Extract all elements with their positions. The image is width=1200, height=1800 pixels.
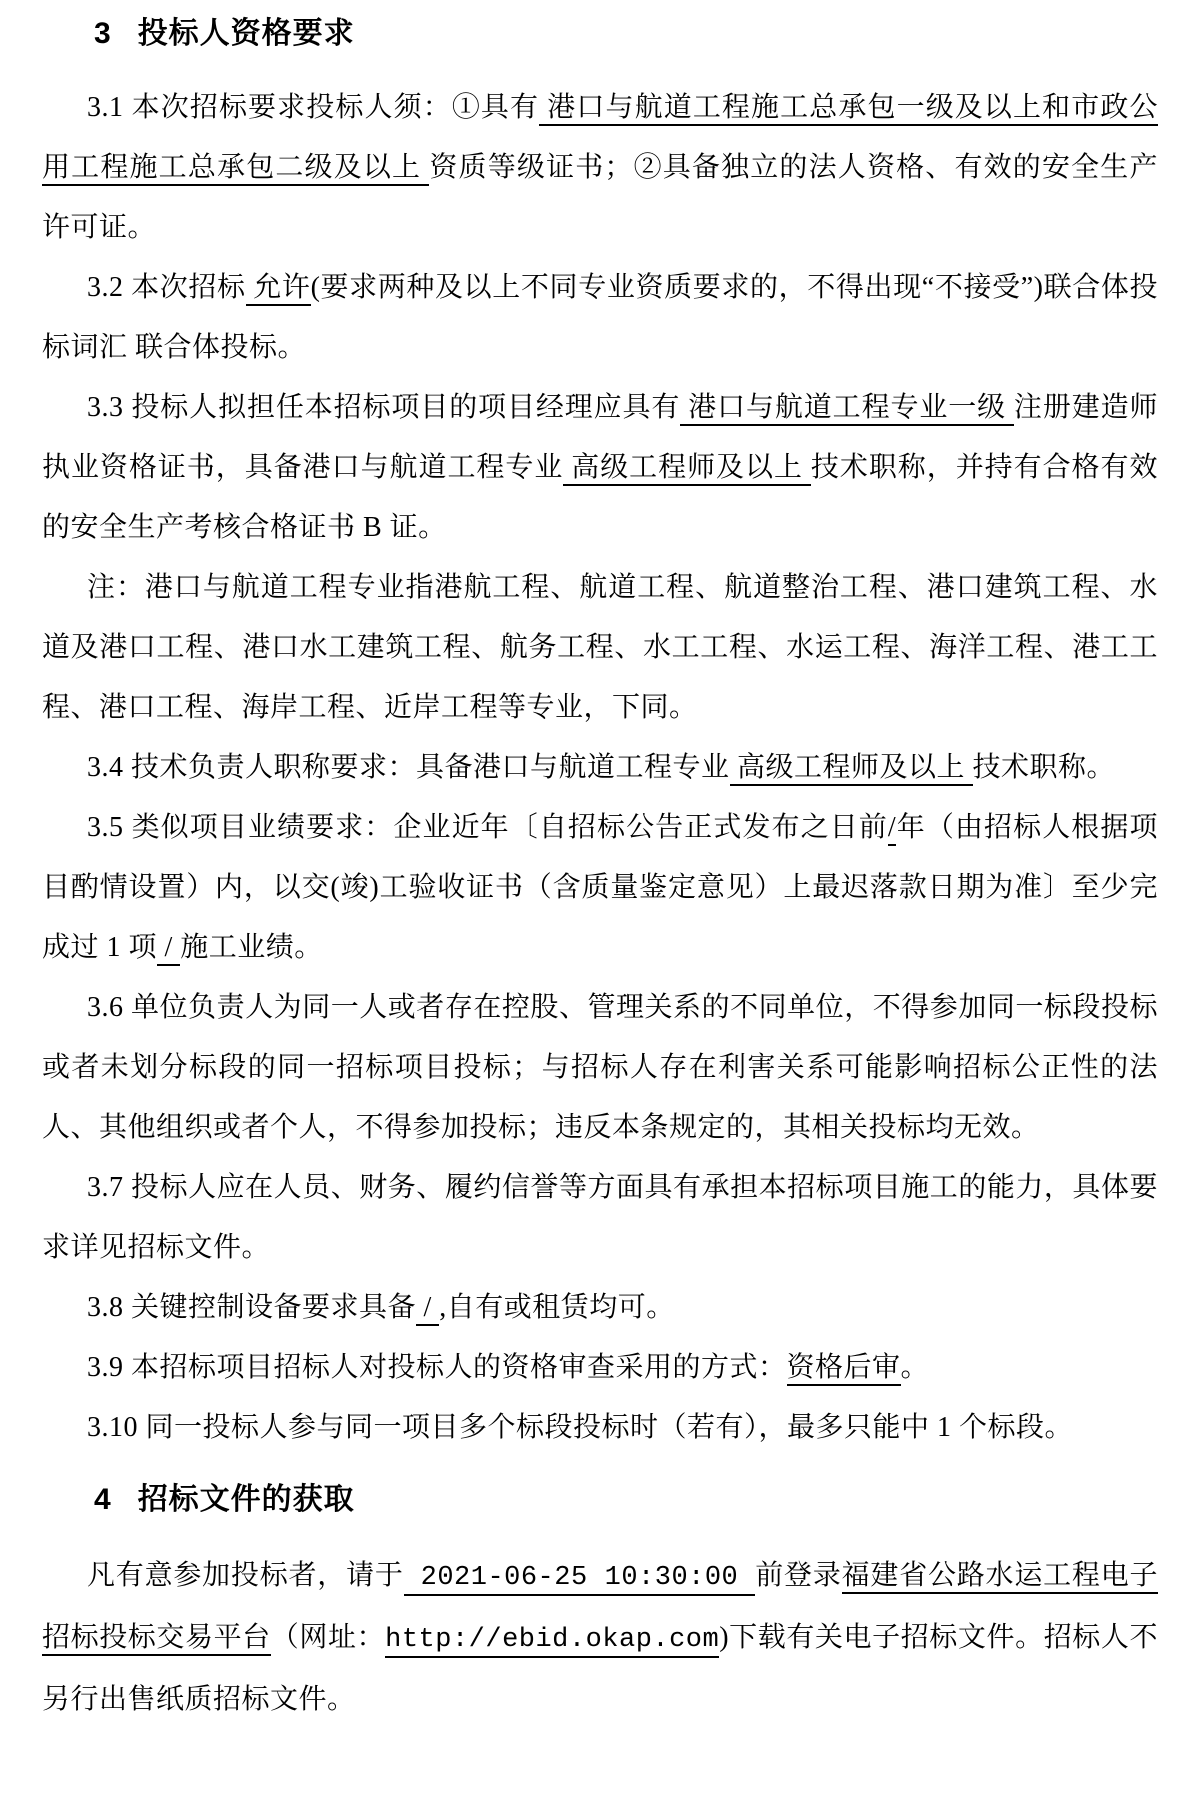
paragraph-3-6 [42,978,1158,1158]
section-3-title: 投标人资格要求 [137,17,355,50]
text-run: 3.4 技术负责人职称要求：具备港口与航道工程专业 [87,752,730,783]
section-4-number: 4 [94,1483,112,1516]
text-run: 3.1 本次招标要求投标人须：①具有 [87,92,540,123]
text-run: 技术职称，并持有合格有效的安全生产考核合格证书 B 证。 [42,452,1158,543]
text-run: 注：港口与航道工程专业指港航工程、航道工程、航道整治工程、港口建筑工程、水道及港口工程、港口水工建筑工程、航务工程、水工工程、水运工程、海洋工程、港工工程、港口工程、海岸工程、近岸工程等专业，下同。 [42,572,1158,723]
filled-blank-deadline: 2021-06-25 10:30:00 [404,1563,756,1596]
text-run: 前登录 [755,1560,842,1591]
paragraph-3-5 [42,798,1158,978]
filled-blank-manager-cert: 港口与航道工程专业一级 [680,392,1014,426]
text-run: 资质等级证书；②具备独立的法人资格、有效的安全生产许可证。 [42,152,1158,243]
filled-blank-qualification: 港口与航道工程施工总承包一级及以上和市政公用工程施工总承包二级及以上 [42,92,1158,186]
text-run: 3.8 关键控制设备要求具备 [87,1292,417,1323]
paragraph-3-1 [42,78,1158,258]
filled-blank-review-method: 资格后审 [787,1352,901,1386]
filled-blank-allow: 允许 [246,272,311,306]
text-run: 施工业绩。 [180,932,323,963]
text-run: 3.9 本招标项目招标人对投标人的资格审查采用的方式： [87,1352,787,1383]
section-3-heading [94,14,1158,54]
paragraph-3-8 [42,1278,1158,1338]
text-run: 。 [900,1352,930,1383]
text-run: 3.3 投标人拟担任本招标项目的项目经理应具有 [87,392,681,423]
filled-blank-years: / [888,812,896,846]
text-run: ,自有或租赁均可。 [439,1292,675,1323]
section-4-heading [94,1480,1158,1520]
text-run: 凡有意参加投标者，请于 [87,1560,404,1591]
paragraph-3-10 [42,1398,1158,1458]
section-3-number: 3 [94,17,112,50]
filled-blank-performance: / [157,932,180,966]
text-run: 注册建造师执业资格证书，具备港口与航道工程专业 [42,392,1158,483]
section-4-title: 招标文件的获取 [137,1483,355,1516]
text-run: 3.6 单位负责人为同一人或者存在控股、管理关系的不同单位，不得参加同一标段投标或者未划分标段的同一招标项目投标；与招标人存在利害关系可能影响招标公正性的法人、其他组织或者个人，不得参加投标；违反本条规定的，其相关投标均无效。 [42,992,1158,1143]
paragraph-3-4 [42,738,1158,798]
text-run: )下载有关电子招标文件。招标人不另行出售纸质招标文件。 [42,1622,1158,1715]
paragraph-3-7 [42,1158,1158,1278]
text-run: 技术职称。 [972,752,1116,783]
text-run: (要求两种及以上不同专业资质要求的，不得出现“不接受”)联合体投标词汇 联合体投标。 [42,272,1158,363]
paragraph-3-9 [42,1338,1158,1398]
platform-url-link[interactable]: http://ebid.okap.com [385,1625,719,1658]
filled-blank-platform-name: 福建省公路水运工程电子招标投标交易平台 [42,1560,1158,1656]
paragraph-3-2 [42,258,1158,378]
text-run: 3.7 投标人应在人员、财务、履约信誉等方面具有承担本招标项目施工的能力，具体要求详见招标文件。 [42,1172,1158,1263]
filled-blank-manager-title: 高级工程师及以上 [563,452,811,486]
text-run: 年（由招标人根据项目酌情设置）内，以交(竣)工验收证书（含质量鉴定意见）上最迟落款日期为准〕至少完成过 1 项 [42,812,1158,963]
paragraph-4-1 [42,1546,1158,1730]
text-run: 3.10 同一投标人参与同一项目多个标段投标时（若有），最多只能中 1 个标段。 [87,1412,1074,1443]
paragraph-note [42,558,1158,738]
filled-blank-equipment: / [416,1292,439,1326]
paragraph-3-3 [42,378,1158,558]
text-run: （网址： [270,1622,386,1653]
filled-blank-tech-title: 高级工程师及以上 [730,752,973,786]
text-run: 3.2 本次招标 [87,272,246,303]
text-run: 3.5 类似项目业绩要求：企业近年〔自招标公告正式发布之日前 [87,812,888,843]
